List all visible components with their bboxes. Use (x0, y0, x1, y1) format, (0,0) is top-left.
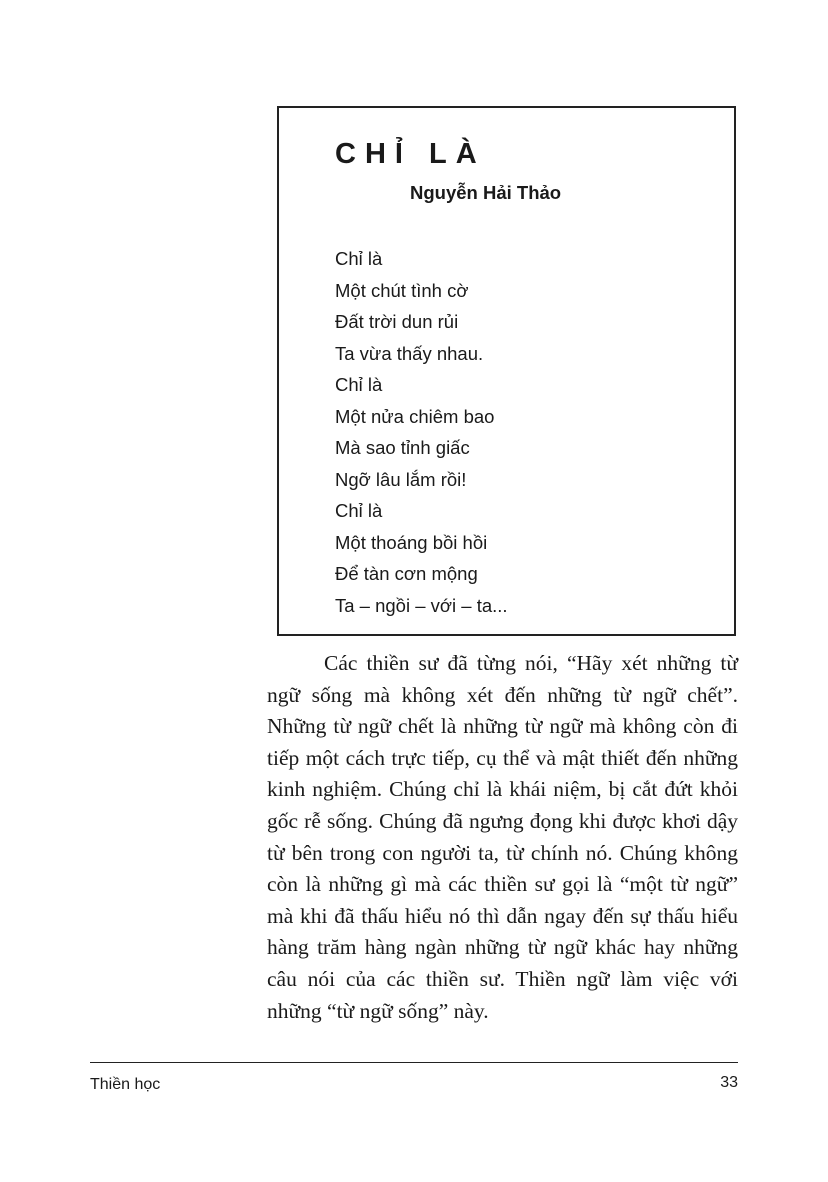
poem-line: Đất trời dun rủi (335, 311, 459, 332)
poem-line: Ta vừa thấy nhau. (335, 342, 484, 364)
poem-line: Một chút tình cờ (335, 279, 469, 301)
poem-line: Để tàn cơn mộng (335, 563, 478, 584)
poem-line: Một thoáng bồi hồi (335, 531, 488, 553)
poem-author: Nguyễn Hải Thảo (410, 182, 562, 203)
running-footer-title: Thiền học (90, 1076, 161, 1093)
poem-line: Chỉ là (335, 374, 383, 395)
poem-box (277, 106, 736, 636)
poem-lines (335, 243, 508, 621)
footer-divider (90, 1062, 738, 1063)
poem-line: Chỉ là (335, 500, 383, 521)
poem-title: CHỈ LÀ (335, 138, 486, 170)
poem-line: Ta – ngồi – với – ta... (335, 594, 508, 616)
poem-line: Một nửa chiêm bao (335, 405, 495, 427)
body-paragraph: Các thiền sư đã từng nói, “Hãy xét những từ ngữ sống mà không xét đến những từ ngữ chết”. Những từ ngữ chết là những từ ngữ mà không còn đi tiếp một cách trực tiếp, cụ thể và mật thiết đến những kinh nghiệm. Chúng chỉ là khái niệm, bị cắt đứt khỏi gốc rễ sống. Chúng đã ngưng đọng khi được khơi dậy từ bên trong con người ta, từ chính nó. Chúng không còn là những gì mà các thiền sư gọi là “một từ ngữ” mà khi đã thấu hiểu nó thì dẫn ngay đến sự thấu hiểu hàng trăm hàng ngàn những từ ngữ khác hay những câu nói của các thiền sư. Thiền ngữ làm việc với những “từ ngữ sống” này. (267, 651, 738, 1023)
poem-line: Chỉ là (335, 248, 383, 269)
page-number: 33 (720, 1074, 738, 1091)
poem-line: Mà sao tỉnh giấc (335, 437, 470, 458)
poem-line: Ngỡ lâu lắm rồi! (335, 468, 467, 490)
